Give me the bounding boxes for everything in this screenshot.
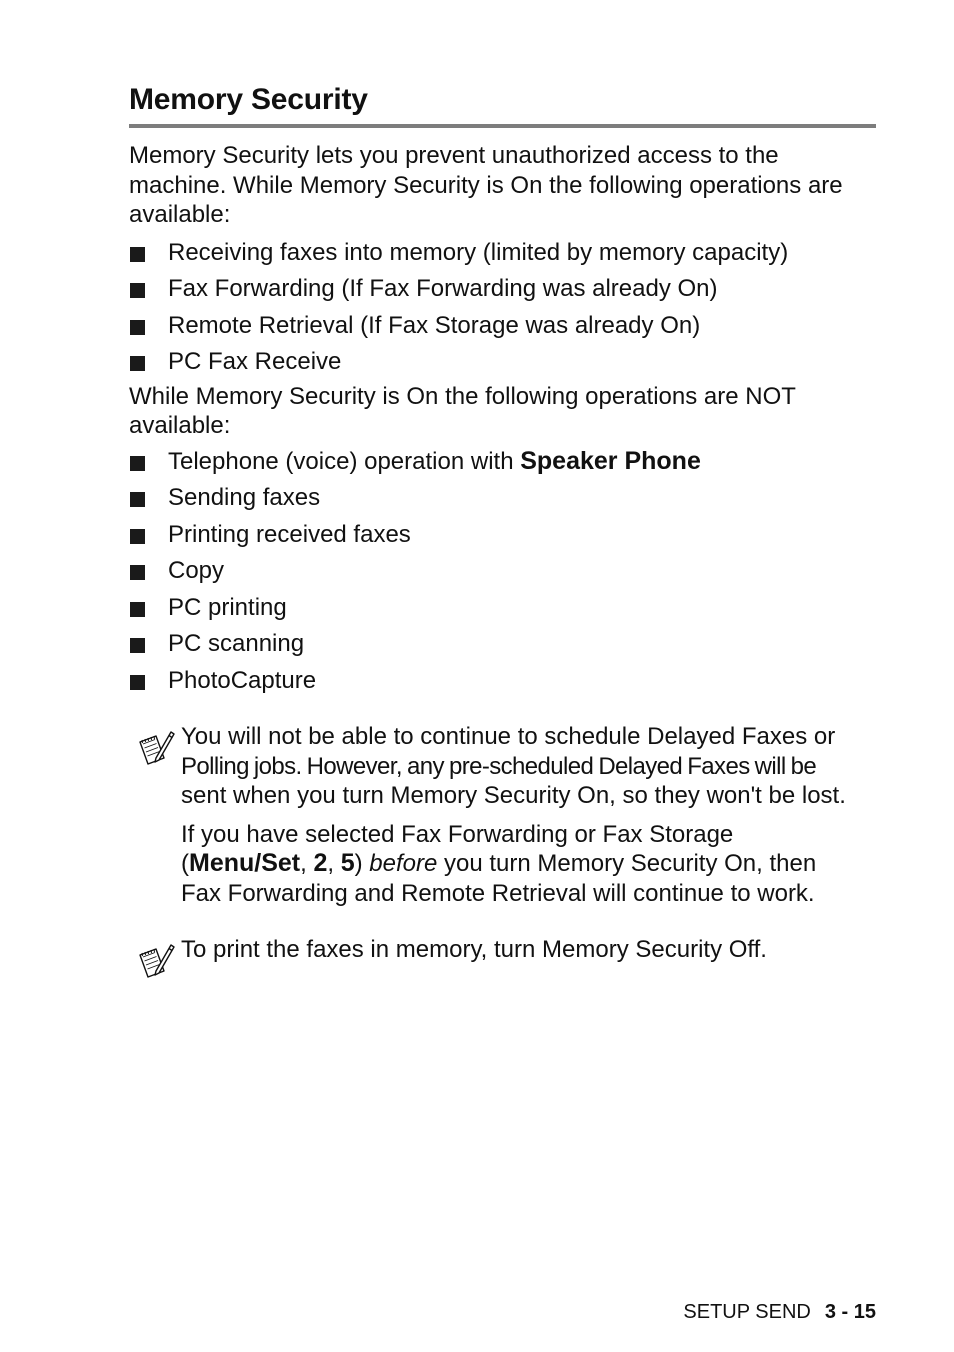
list-item: PhotoCapture bbox=[129, 662, 876, 699]
speaker-phone-key: Speaker Phone bbox=[520, 446, 701, 475]
intro-paragraph: Memory Security lets you prevent unauthorized access to the machine. While Memory Security is On the following operations are available: bbox=[129, 142, 843, 228]
menu-set-key: Menu/Set bbox=[189, 849, 301, 877]
square-bullet-icon bbox=[130, 638, 145, 653]
title-divider bbox=[129, 124, 876, 128]
note-pad-pencil-icon bbox=[136, 941, 176, 981]
page-content bbox=[129, 80, 876, 965]
page-footer bbox=[683, 1300, 876, 1324]
list-item: PC Fax Receive bbox=[129, 343, 876, 380]
note-delayed-faxes: You will not be able to continue to schedule Delayed Faxes or Polling jobs. However, any pre-scheduled Delayed Faxes will be sent when you turn Memory Security On, so they won't be lost. If you have selected Fax Forwarding or Fax Storage (Menu/Set, 2, 5) before you turn Memory Security On, then Fax Forwarding and Remote Retrieval will continue to work. bbox=[129, 722, 876, 908]
not-available-operations-list bbox=[129, 443, 876, 699]
square-bullet-icon bbox=[130, 247, 145, 262]
not-available-intro: While Memory Security is On the following operations are NOT available: bbox=[129, 382, 796, 439]
square-bullet-icon bbox=[130, 565, 145, 580]
square-bullet-icon bbox=[130, 356, 145, 371]
list-item: PC printing bbox=[129, 589, 876, 626]
note-pad-pencil-icon bbox=[136, 728, 176, 768]
list-item: Copy bbox=[129, 552, 876, 589]
key-2: 2 bbox=[313, 849, 328, 877]
list-item: Fax Forwarding (If Fax Forwarding was already On) bbox=[129, 270, 876, 307]
key-5: 5 bbox=[340, 849, 355, 877]
square-bullet-icon bbox=[130, 529, 145, 544]
list-item: Receiving faxes into memory (limited by memory capacity) bbox=[129, 234, 876, 271]
list-item: Telephone (voice) operation with Speaker Phone bbox=[129, 443, 876, 480]
page-number: 3 - 15 bbox=[824, 1301, 876, 1323]
square-bullet-icon bbox=[130, 492, 145, 507]
list-item: Printing received faxes bbox=[129, 516, 876, 553]
list-item: PC scanning bbox=[129, 625, 876, 662]
list-item: Sending faxes bbox=[129, 479, 876, 516]
available-operations-list bbox=[129, 234, 876, 380]
square-bullet-icon bbox=[130, 320, 145, 335]
page-title: Memory Security bbox=[129, 83, 368, 116]
list-item: Remote Retrieval (If Fax Storage was already On) bbox=[129, 307, 876, 344]
square-bullet-icon bbox=[130, 602, 145, 617]
note-print-faxes: To print the faxes in memory, turn Memory Security Off. bbox=[129, 935, 876, 965]
square-bullet-icon bbox=[130, 283, 145, 298]
square-bullet-icon bbox=[130, 456, 145, 471]
footer-section: SETUP SEND bbox=[683, 1301, 811, 1323]
square-bullet-icon bbox=[130, 675, 145, 690]
